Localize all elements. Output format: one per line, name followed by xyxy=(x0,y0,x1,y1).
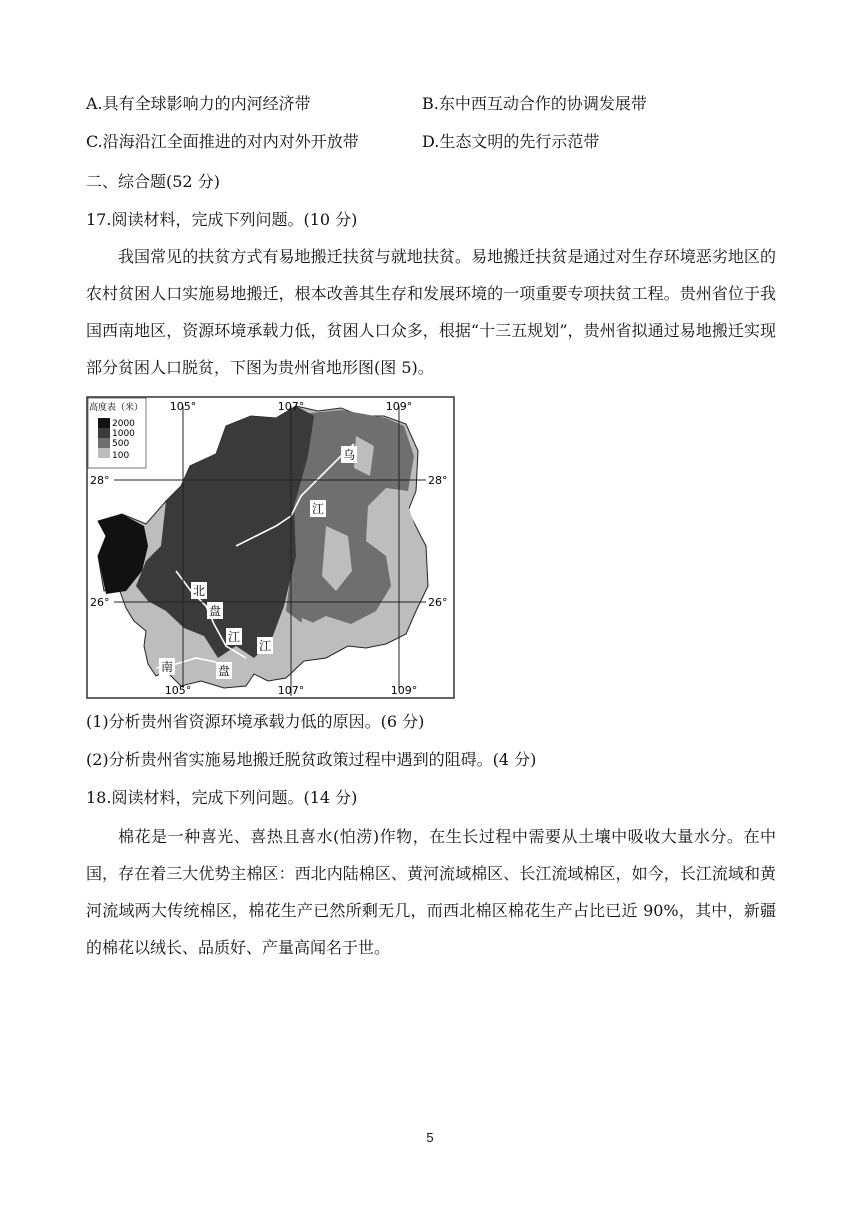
question-17-sub2: (2)分析贵州省实施易地搬迁脱贫政策过程中遇到的阻碍。(4 分) xyxy=(86,750,537,769)
option-a: A.具有全球影响力的内河经济带 xyxy=(86,94,311,113)
legend-label-2000: 2000 xyxy=(112,419,135,429)
river-label-beipan-3: 江 xyxy=(227,630,241,644)
river-label-wu-2: 江 xyxy=(311,502,325,516)
question-17-title: 17.阅读材料，完成下列问题。(10 分) xyxy=(86,210,358,229)
lon-label-bottom-109: 109° xyxy=(390,684,418,697)
river-label-beipan-2: 盘 xyxy=(208,604,222,618)
river-label-nanpan-1: 南 xyxy=(160,660,174,674)
legend-title: 高度表（米） xyxy=(88,403,144,413)
lon-label-bottom-105: 105° xyxy=(164,684,192,697)
legend-label-500: 500 xyxy=(112,439,130,449)
question-18-material: 棉花是一种喜光、喜热且喜水(怕涝)作物，在生长过程中需要从土壤中吸收大量水分。在中国，存在着三大优势主棉区：西北内陆棉区、黄河流域棉区、长江流域棉区，如今，长江流域和黄河流域两大传统棉区，棉花生产已然所剩无几，而西北棉区棉花生产占比已近 90%，其中，新疆的棉花以绒长、品质好、产量高闻名于世。 xyxy=(86,827,776,957)
question-17-material: 我国常见的扶贫方式有易地搬迁扶贫与就地扶贫。易地搬迁扶贫是通过对生存环境恶劣地区的农村贫困人口实施易地搬迁，根本改善其生存和发展环境的一项重要专项扶贫工程。贵州省位于我国西南地区，资源环境承载力低，贫困人口众多，根据“十三五规划”，贵州省拟通过易地搬迁实现部分贫困人口脱贫，下图为贵州省地形图(图 5)。 xyxy=(86,247,776,377)
option-d: D.生态文明的先行示范带 xyxy=(422,132,600,151)
section-title: 二、综合题(52 分) xyxy=(86,172,220,191)
legend-swatch-500 xyxy=(98,438,110,448)
river-label-wu-1: 乌 xyxy=(342,448,356,462)
question-18-title: 18.阅读材料，完成下列问题。(14 分) xyxy=(86,788,358,807)
lon-label-top-107: 107° xyxy=(277,400,305,413)
lat-label-26-right: 26° xyxy=(428,596,448,609)
lon-label-bottom-107: 107° xyxy=(277,684,305,697)
river-label-nanpan-2: 盘 xyxy=(217,664,231,678)
lat-label-26-left: 26° xyxy=(90,596,110,609)
legend-swatch-100 xyxy=(98,448,110,458)
legend-swatch-2000 xyxy=(98,418,110,428)
guizhou-topographic-map xyxy=(86,396,455,699)
question-17-sub1: (1)分析贵州省资源环境承载力低的原因。(6 分) xyxy=(86,712,425,731)
river-label-hongshui: 江 xyxy=(258,639,272,653)
page-number: 5 xyxy=(426,1130,434,1145)
option-c: C.沿海沿江全面推进的对内对外开放带 xyxy=(86,132,359,151)
river-label-beipan-1: 北 xyxy=(192,584,206,598)
legend-label-100: 100 xyxy=(112,451,130,461)
lat-label-28-right: 28° xyxy=(428,474,448,487)
lon-label-top-105: 105° xyxy=(169,400,197,413)
legend-swatch-1000 xyxy=(98,428,110,438)
lon-label-top-109: 109° xyxy=(385,400,413,413)
legend-label-1000: 1000 xyxy=(112,429,135,439)
option-b: B.东中西互动合作的协调发展带 xyxy=(422,94,647,113)
lat-label-28-left: 28° xyxy=(90,474,110,487)
